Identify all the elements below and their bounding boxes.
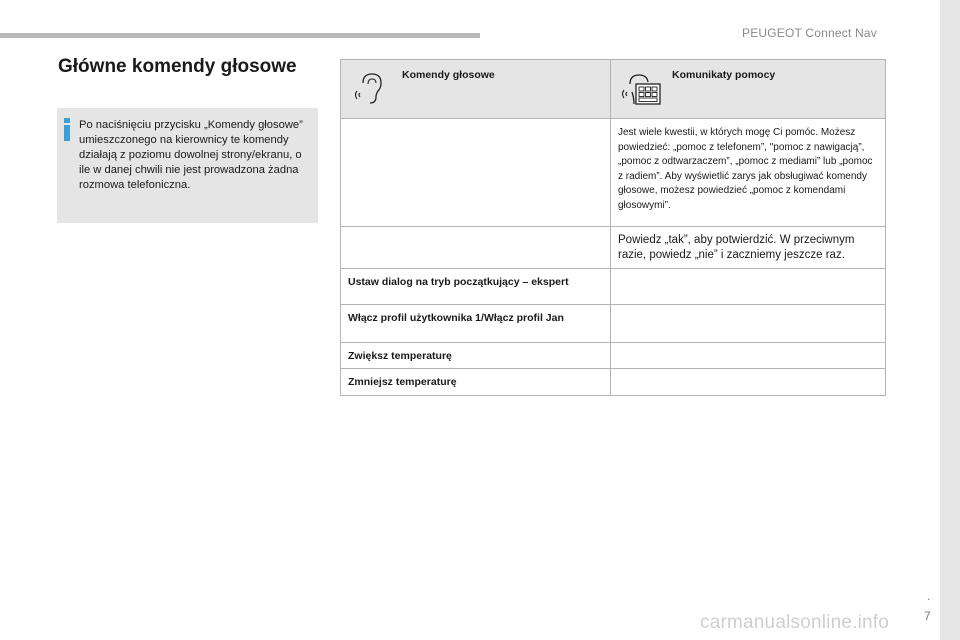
header-brand: PEUGEOT Connect Nav	[742, 26, 877, 40]
voice-command-icon	[353, 70, 387, 109]
page-number: 7	[924, 609, 931, 623]
header-rule	[0, 33, 480, 38]
help-cell	[611, 119, 886, 227]
help-message: Powiedz „tak”, aby potwierdzić. W przeciwnym razie, powiedz „nie” i zaczniemy jeszcze raz.	[618, 234, 855, 261]
voice-commands-table	[340, 59, 886, 396]
help-cell	[611, 305, 886, 343]
info-icon	[64, 118, 70, 140]
page-edge-strip	[940, 0, 960, 640]
help-cell	[611, 369, 886, 396]
table-header-row	[341, 60, 886, 119]
help-message: Jest wiele kwestii, w których mogę Ci pomóc. Możesz powiedzieć: „pomoc z telefonem”, "pomoc z nawigacją”, „pomoc z odtwarzaczem”, „pomoc z mediami” lub „pomoc z radiem”. Aby wyświetlić zarys jak obsługiwać komendy głosowe, możesz powiedzieć „pomoc z komendami głosowymi”.	[618, 127, 873, 211]
table-row	[341, 227, 886, 269]
page-title: Główne komendy głosowe	[58, 56, 297, 77]
watermark: carmanualsonline.info	[700, 612, 890, 633]
column-header-label: Komendy głosowe	[402, 69, 495, 81]
help-cell	[611, 269, 886, 305]
command-cell	[341, 227, 611, 269]
table-row	[341, 369, 886, 396]
column-header-commands	[341, 60, 611, 119]
table-row	[341, 305, 886, 343]
info-note	[57, 108, 318, 223]
command-cell: Zwiększ temperaturę	[341, 343, 611, 369]
footer-dot: .	[927, 589, 931, 603]
info-note-text: Po naciśnięciu przycisku „Komendy głosowe” umieszczonego na kierownicy te komendy działają z poziomu dowolnej strony/ekranu, o ile w danej chwili nie jest prowadzona żadna rozmowa telefoniczna.	[79, 119, 303, 191]
column-header-label: Komunikaty pomocy	[672, 69, 776, 81]
column-header-help	[611, 60, 886, 119]
table-row	[341, 269, 886, 305]
table-row	[341, 119, 886, 227]
command-cell: Zmniejsz temperaturę	[341, 369, 611, 396]
help-cell	[611, 343, 886, 369]
command-cell	[341, 119, 611, 227]
command-cell: Włącz profil użytkownika 1/Włącz profil Jan	[341, 305, 611, 343]
help-cell	[611, 227, 886, 269]
voice-help-keyboard-icon	[621, 70, 663, 111]
command-cell: Ustaw dialog na tryb początkujący – ekspert	[341, 269, 611, 305]
table-row	[341, 343, 886, 369]
